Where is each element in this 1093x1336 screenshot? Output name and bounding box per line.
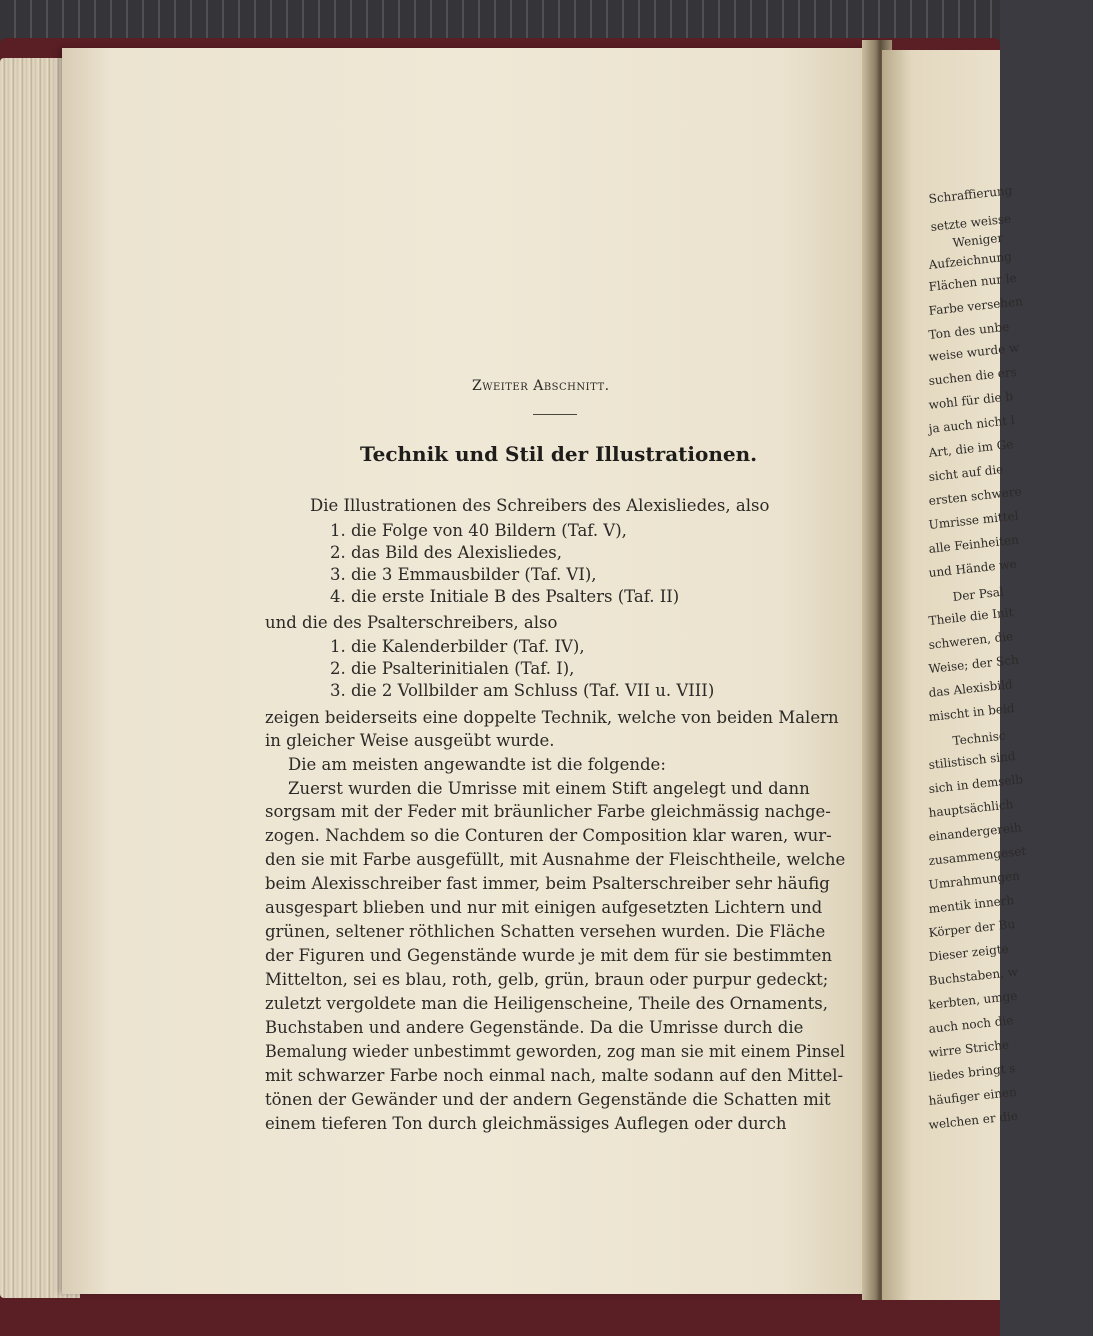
body-line: Zuerst wurden die Umrisse mit einem Stift angelegt und dann — [288, 779, 810, 798]
list-a-item: 4. die erste Initiale B des Psalters (Taf. II) — [330, 587, 680, 606]
body-line: tönen der Gewänder und der andern Gegenstände die Schatten mit — [265, 1090, 831, 1109]
right-page-line: Art, die im Ge — [928, 437, 1015, 460]
list-a-item: 1. die Folge von 40 Bildern (Taf. V), — [330, 521, 627, 540]
right-page-line: mentik innerh — [928, 893, 1015, 916]
right-page-line: Aufzeichnung — [928, 249, 1013, 272]
right-page-line: Körper der Bu — [928, 916, 1016, 940]
body-line: zuletzt vergoldete man die Heiligenscheine, Theile des Ornaments, — [265, 994, 828, 1013]
right-page-line: wirre Striche — [928, 1037, 1010, 1060]
right-page-line: setzte weisse — [930, 211, 1012, 234]
right-page-line: sich in demselb — [928, 772, 1024, 796]
body-line: mit schwarzer Farbe noch einmal nach, malte sodann auf den Mittel- — [265, 1066, 844, 1085]
right-page-line: Theile die Init — [928, 605, 1014, 628]
body-line: zogen. Nachdem so die Conturen der Composition klar waren, wur- — [265, 826, 832, 845]
body-line: ausgespart blieben und nur mit einigen aufgesetzten Lichtern und — [265, 898, 823, 917]
right-page-line: Buchstaben, w — [928, 964, 1019, 988]
body-line: beim Alexisschreiber fast immer, beim Psalterschreiber sehr häufig — [265, 874, 830, 893]
right-page-line: wohl für die b — [928, 389, 1014, 412]
right-page-line: Der Psal — [952, 584, 1005, 604]
right-page-line: Schraffierung — [928, 183, 1013, 206]
chapter-title: Technik und Stil der Illustrationen. — [360, 442, 758, 466]
right-page-line: sicht auf die — [928, 462, 1004, 484]
body-line: der Figuren und Gegenstände wurde je mit dem für sie bestimmten — [265, 946, 832, 965]
right-page-line: mischt in beid — [928, 700, 1016, 724]
list-a-item: 3. die 3 Emmausbilder (Taf. VI), — [330, 565, 597, 584]
right-page-line: Umrahmungen — [928, 868, 1021, 892]
body-line: Bemalung wieder unbestimmt geworden, zog man sie mit einem Pinsel — [265, 1042, 845, 1061]
right-page-line: zusammengeset — [928, 843, 1027, 868]
right-page-line: Ton des unbe — [928, 319, 1010, 342]
section-label: Zweiter Abschnitt. — [472, 378, 610, 394]
right-page-line: Weise; der Sch — [928, 652, 1020, 676]
body-line: Mittelton, sei es blau, roth, gelb, grün, braun oder purpur gedeckt; — [265, 970, 829, 989]
right-page-line: Farbe versehen — [928, 294, 1024, 318]
section-divider — [533, 414, 577, 415]
body-line: Die am meisten angewandte ist die folgende: — [288, 755, 666, 774]
right-page-line: häufiger einen — [928, 1084, 1018, 1108]
right-page-line: suchen die ers — [928, 364, 1018, 388]
right-page-line: welchen er die — [928, 1108, 1019, 1132]
right-page-line: auch noch die — [928, 1013, 1014, 1036]
body-line: in gleicher Weise ausgeübt wurde. — [265, 731, 555, 750]
right-page-line: und Hände we — [928, 556, 1018, 580]
right-page-line: Dieser zeigte — [928, 941, 1010, 964]
right-page-line: das Alexisbild — [928, 677, 1014, 700]
right-page-line: Technisc — [952, 728, 1007, 748]
body-line: sorgsam mit der Feder mit bräunlicher Farbe gleichmässig nachge- — [265, 802, 831, 821]
right-page-line: hauptsächlich — [928, 797, 1015, 820]
middle-line: und die des Psalterschreibers, also — [265, 613, 558, 632]
right-page-line: weise wurde w — [928, 340, 1020, 364]
body-line: grünen, seltener röthlichen Schatten versehen wurden. Die Fläche — [265, 922, 826, 941]
body-line: zeigen beiderseits eine doppelte Technik, welche von beiden Malern — [265, 708, 839, 727]
list-b-item: 3. die 2 Vollbilder am Schluss (Taf. VII u. VIII) — [330, 681, 715, 700]
right-page-line: einandergereih — [928, 820, 1023, 844]
right-page-line: alle Feinheiten — [928, 532, 1020, 556]
list-b-item: 2. die Psalterinitialen (Taf. I), — [330, 659, 575, 678]
body-line: den sie mit Farbe ausgefüllt, mit Ausnahme der Fleischtheile, welche — [265, 850, 846, 869]
right-page-line: Weniger — [952, 230, 1004, 250]
right-page-line: Flächen nur le — [928, 270, 1018, 294]
right-page-line: ja auch nicht l — [928, 412, 1016, 436]
right-page — [882, 50, 1027, 1300]
body-line: Buchstaben und andere Gegenstände. Da die Umrisse durch die — [265, 1018, 804, 1037]
right-page-line: Umrisse mittel — [928, 508, 1020, 532]
intro-line: Die Illustrationen des Schreibers des Alexisliedes, also — [310, 496, 770, 515]
list-b-item: 1. die Kalenderbilder (Taf. IV), — [330, 637, 585, 656]
right-page-line: stilistisch sind — [928, 748, 1017, 772]
body-line: einem tieferen Ton durch gleichmässiges Auflegen oder durch — [265, 1114, 787, 1133]
right-page-line: kerbten, umge — [928, 988, 1018, 1012]
list-a-item: 2. das Bild des Alexisliedes, — [330, 543, 562, 562]
right-page-line: schweren, die — [928, 629, 1014, 652]
right-page-line: liedes bringt s — [928, 1060, 1016, 1084]
right-page-line: ersten schwere — [928, 484, 1023, 508]
